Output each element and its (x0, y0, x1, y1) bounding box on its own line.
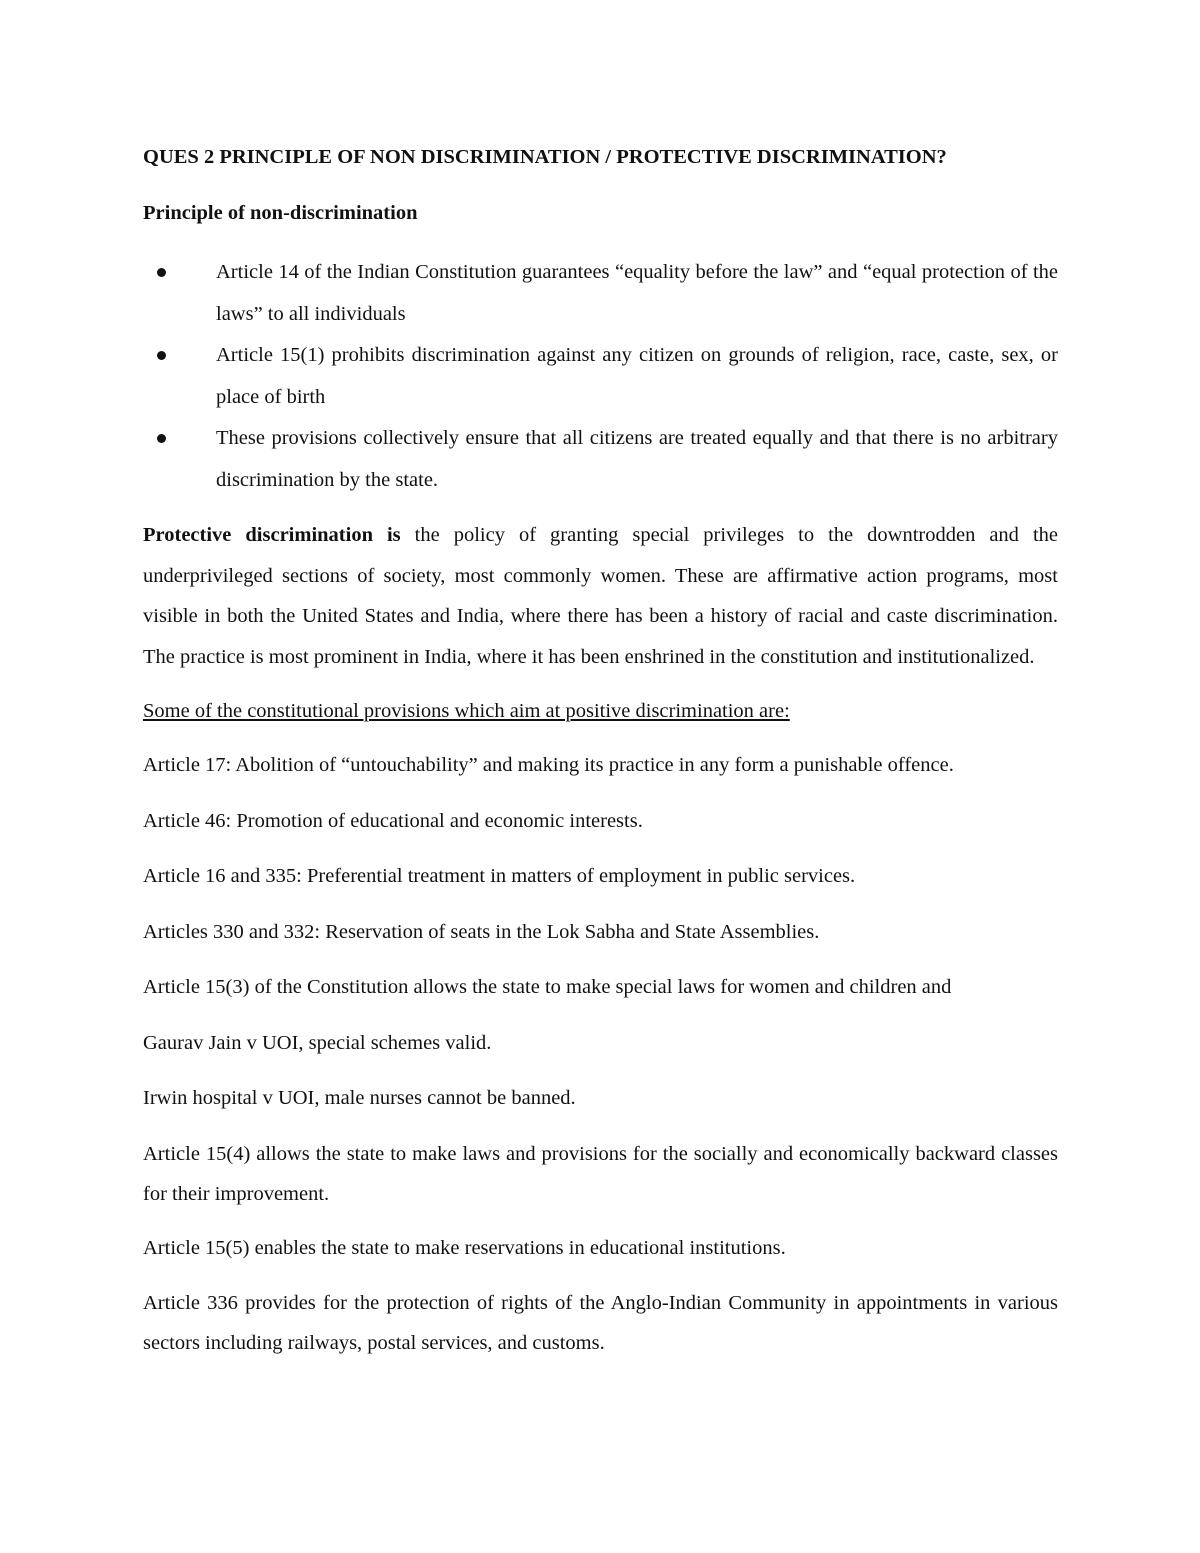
provision-line: Article 336 provides for the protection of rights of the Anglo-Indian Community in appointments in various sectors including railways, postal services, and customs. (143, 1292, 1058, 1354)
document-page (143, 144, 1058, 1379)
bullet-dot-icon (157, 434, 166, 443)
question-title: QUES 2 PRINCIPLE OF NON DISCRIMINATION / PROTECTIVE DISCRIMINATION? (143, 146, 947, 168)
provision-line: Article 15(5) enables the state to make reservations in educational institutions. (143, 1236, 786, 1259)
bullet-dot-icon (157, 268, 166, 277)
provision-line: Article 46: Promotion of educational and economic interests. (143, 809, 643, 832)
provision-line: Articles 330 and 332: Reservation of seats in the Lok Sabha and State Assemblies. (143, 920, 820, 943)
provision-line: Article 16 and 335: Preferential treatment in matters of employment in public services. (143, 865, 856, 887)
bullet-text: Article 14 of the Indian Constitution guarantees “equality before the law” and “equal protection of the laws” to all individuals (216, 261, 1058, 325)
provisions-heading: Some of the constitutional provisions which aim at positive discrimination are: (143, 700, 790, 722)
provision-line: Article 15(4) allows the state to make laws and provisions for the socially and economically backward classes for their improvement. (143, 1142, 1058, 1205)
protective-discrimination-paragraph (143, 515, 1058, 677)
bullet-item (143, 252, 1058, 335)
provision-line: Article 15(3) of the Constitution allows the state to make special laws for women and children and (143, 976, 952, 998)
provision-line: Irwin hospital v UOI, male nurses cannot be banned. (143, 1087, 576, 1109)
principle-heading: Principle of non-discrimination (143, 202, 418, 224)
protective-lead: Protective discrimination is (143, 524, 401, 546)
provision-line: Gaurav Jain v UOI, special schemes valid. (143, 1031, 492, 1054)
bullet-text: Article 15(1) prohibits discrimination against any citizen on grounds of religion, race, caste, sex, or place of birth (216, 344, 1058, 408)
bullet-dot-icon (157, 351, 166, 360)
protective-text: the policy of granting special privileges to the downtrodden and the underprivileged sections of society, most commonly women. These are affirmative action programs, most visible in both the United States and India, where there has been a history of racial and caste discrimination. The practice is most prominent in India, where it has been enshrined in the constitution and institutionalized. (143, 524, 1058, 668)
provision-line: Article 17: Abolition of “untouchability” and making its practice in any form a punishable offence. (143, 754, 954, 776)
bullet-item (143, 335, 1058, 418)
bullet-item (143, 418, 1058, 501)
bullet-text: These provisions collectively ensure that all citizens are treated equally and that there is no arbitrary discrimination by the state. (216, 427, 1058, 491)
principle-bullet-list (143, 252, 1058, 501)
